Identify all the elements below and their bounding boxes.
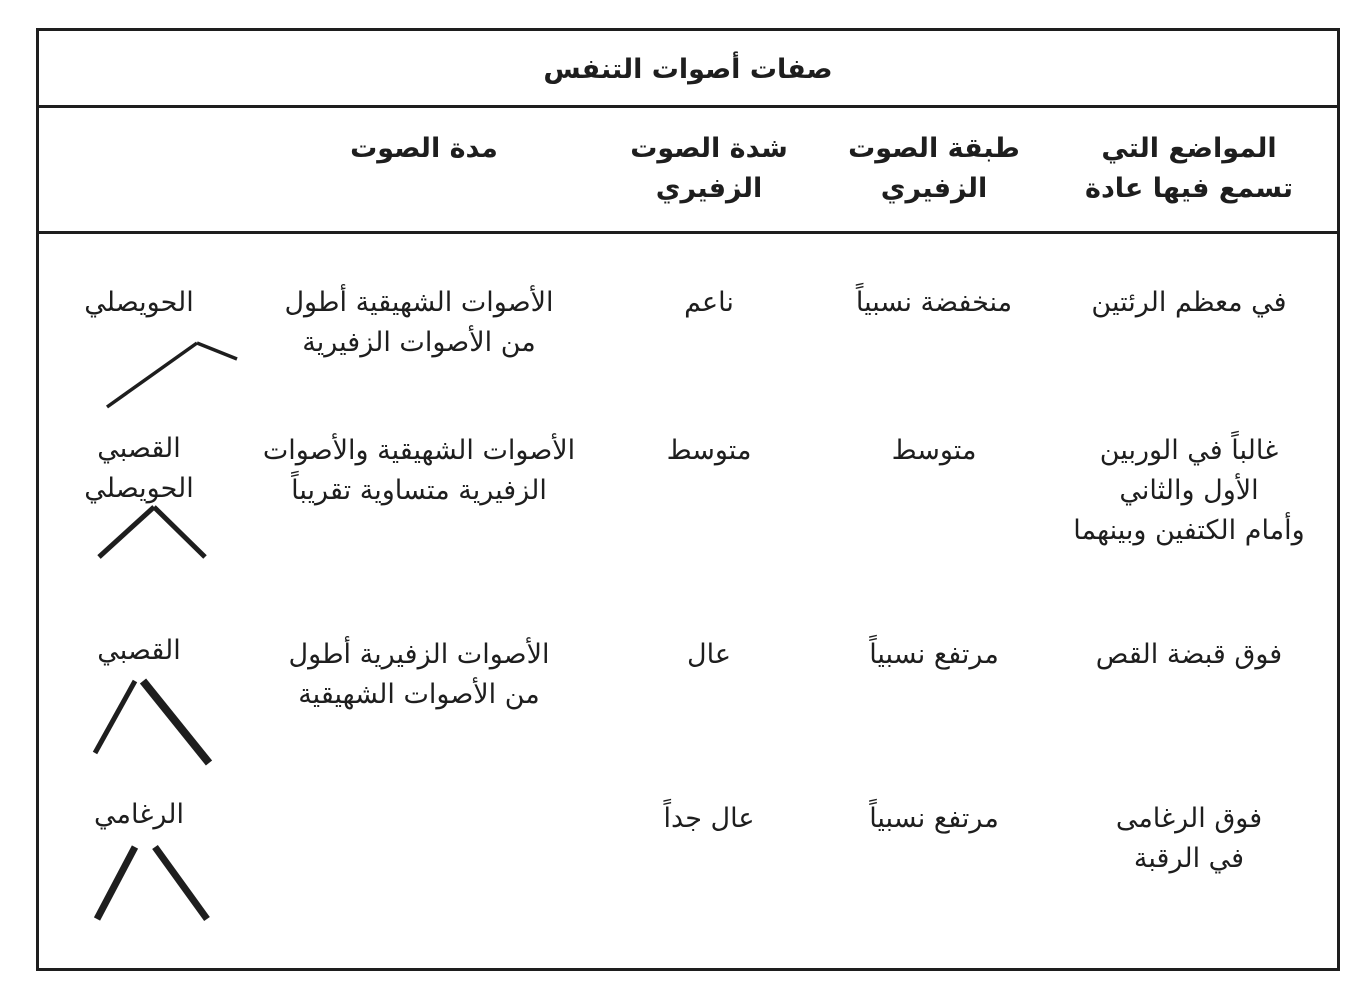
- row-pitch: منخفضة نسبياً: [855, 287, 1013, 318]
- row-duration-line: الأصوات الشهيقية أطول: [284, 287, 554, 318]
- bronchovesicular-breath-shape-icon: [79, 501, 259, 571]
- row-location: [1049, 799, 1329, 879]
- title-divider: [39, 105, 1337, 108]
- header-pitch-line: الزفيري: [880, 173, 988, 204]
- table-title: صفات أصوات التنفس: [543, 53, 833, 85]
- header-intensity-line: شدة الصوت: [630, 133, 788, 164]
- header-pitch-line: طبقة الصوت: [848, 133, 1020, 164]
- row-duration: [219, 431, 619, 511]
- row-sound-name-line: القصبي: [97, 635, 181, 666]
- row-sound-name-line: الحويصلي: [84, 287, 194, 318]
- row-pitch: مرتفع نسبياً: [869, 639, 999, 670]
- row-duration-line: من الأصوات الشهيقية: [298, 679, 540, 710]
- header-pitch: [819, 129, 1049, 209]
- vesicular-breath-shape-icon: [79, 321, 259, 421]
- row-intensity: عال: [687, 639, 731, 670]
- row-sound-name: [59, 631, 219, 671]
- row-location-line: فوق الرغامى: [1115, 803, 1263, 834]
- header-duration-line: مدة الصوت: [350, 133, 498, 164]
- row-duration-line: الأصوات الزفيرية أطول: [288, 639, 550, 670]
- tracheal-breath-shape-icon: [79, 839, 259, 929]
- row-sound-name-line: الحويصلي: [84, 473, 194, 504]
- row-pitch: متوسط: [891, 435, 977, 466]
- row-intensity: ناعم: [684, 287, 734, 318]
- row-location: [1049, 635, 1329, 675]
- breath-sounds-table: [36, 28, 1340, 971]
- header-location-line: المواضع التي: [1101, 133, 1277, 164]
- row-sound-name: [59, 283, 219, 323]
- row-location-line: في الرقبة: [1133, 843, 1245, 874]
- header-location-line: تسمع فيها عادة: [1085, 173, 1293, 204]
- row-pitch: مرتفع نسبياً: [869, 803, 999, 834]
- row-location: [1049, 283, 1329, 323]
- row-location-line: غالباً في الوربين: [1099, 435, 1279, 466]
- row-intensity: متوسط: [666, 435, 752, 466]
- row-sound-name: [59, 429, 219, 509]
- header-location: [1049, 129, 1329, 209]
- row-duration-line: الزفيرية متساوية تقريباً: [291, 475, 547, 506]
- row-sound-name: [59, 795, 219, 835]
- row-location: [1049, 431, 1329, 551]
- bronchial-breath-shape-icon: [79, 671, 259, 771]
- row-sound-name-line: القصبي: [97, 433, 181, 464]
- row-duration-line: من الأصوات الزفيرية: [302, 327, 536, 358]
- row-duration-line: الأصوات الشهيقية والأصوات: [262, 435, 576, 466]
- row-location-line: الأول والثاني: [1119, 475, 1259, 506]
- row-location-line: فوق قبضة القص: [1095, 639, 1283, 670]
- header-divider: [39, 231, 1337, 234]
- header-duration: [249, 129, 599, 169]
- row-sound-name-line: الرغامي: [94, 799, 184, 830]
- row-duration: [219, 635, 619, 715]
- row-location-line: في معظم الرئتين: [1091, 287, 1287, 318]
- row-duration: [219, 283, 619, 363]
- header-intensity: [609, 129, 809, 209]
- row-location-line: وأمام الكتفين وبينهما: [1073, 515, 1305, 546]
- row-intensity: عال جداً: [663, 803, 755, 834]
- header-intensity-line: الزفيري: [655, 173, 763, 204]
